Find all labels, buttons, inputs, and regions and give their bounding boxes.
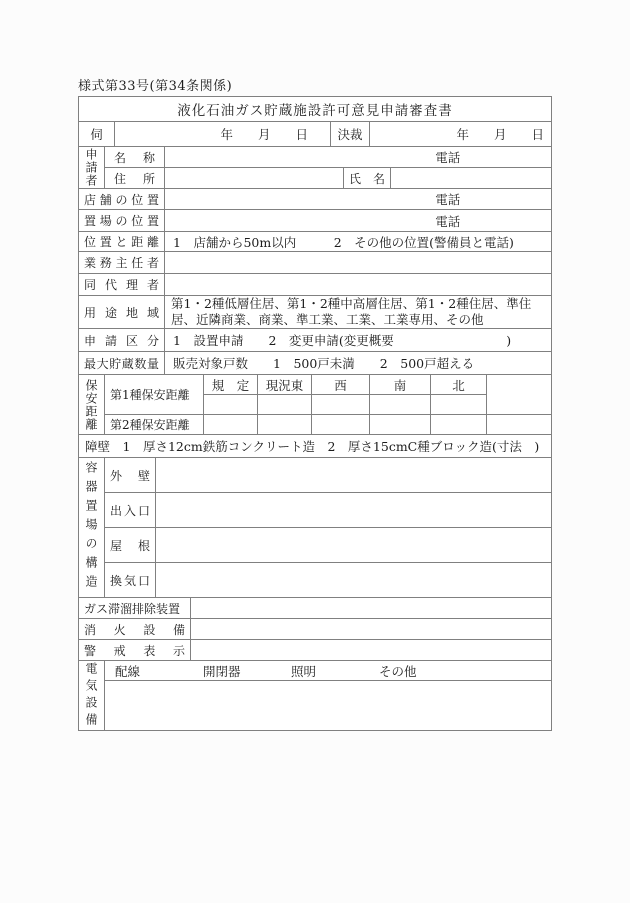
barrier-options: 障壁 1 厚さ12cm鉄筋コンクリート造 2 厚さ15cmC種ブロック造(寸法 ) [79, 435, 551, 457]
store-location-label [79, 189, 164, 209]
safety-type1-extra-field [487, 375, 551, 414]
safety-type1-kitei-field [204, 395, 257, 414]
form-title: 液化石油ガス貯蔵施設許可意見申請審査書 [79, 97, 551, 121]
safety-type2-west-field [312, 415, 369, 434]
safety-header-genkyo-east: 現況東 [258, 375, 311, 394]
electric-header-other: その他 [379, 663, 417, 679]
kessai-date-field: 年 月 日 [370, 122, 551, 146]
form-table [78, 96, 552, 731]
outer-wall-field [156, 458, 551, 492]
safety-type1-label: 第1種保安距離 [105, 375, 203, 414]
deputy-label-text: 同代理者 [84, 278, 159, 292]
safety-type1-east-field [258, 395, 311, 414]
safety-type2-south-field [370, 415, 430, 434]
doorway-field [156, 493, 551, 527]
zoning-options: 第1・2種低層住居、第1・2種中高層住居、第1・2種住居、準住居、近隣商業、商業、準工業、工業、工業専用、その他 [165, 296, 551, 328]
safety-type2-label: 第2種保安距離 [105, 415, 203, 434]
applicant-phone-label: 電話 [435, 150, 461, 165]
electric-header-row [105, 661, 551, 680]
outer-wall-label [105, 458, 155, 492]
electric-header-lighting: 照明 [291, 663, 317, 679]
applicant-name-field [165, 147, 551, 167]
yard-location-label [79, 210, 164, 231]
max-storage-options: 販売対象戸数 1 500戸未満 2 500戸超える [165, 352, 551, 374]
application-type-label [79, 329, 164, 351]
fire-equipment-label [79, 619, 190, 639]
applicant-address-label [105, 168, 164, 188]
applicant-person-label [344, 168, 390, 188]
form-number: 様式第33号(第34条関係) [78, 79, 233, 94]
applicant-name-label [105, 147, 164, 167]
applicant-address-field [165, 168, 343, 188]
gas-removal-label: ガス滞溜排除装置 [79, 598, 190, 618]
ukagai-label: 伺 [79, 122, 114, 146]
max-storage-label-text: 最大貯蔵数量 [84, 356, 159, 371]
container-yard-group-label: 容器置場の構造 [79, 458, 104, 597]
outer-wall-label-text: 外壁 [110, 468, 150, 483]
applicant-person-field [391, 168, 551, 188]
safety-header-south: 南 [370, 375, 430, 394]
safety-distance-group-label: 保安距離 [79, 375, 104, 434]
vent-label [105, 563, 155, 597]
safety-type2-kitei-field [204, 415, 257, 434]
application-type-label-text: 申請区分 [84, 333, 159, 348]
roof-field [156, 528, 551, 562]
gas-removal-field [191, 598, 551, 618]
kessai-label: 決裁 [331, 122, 369, 146]
yard-location-field [165, 210, 551, 231]
doorway-label-text: 出入口 [110, 503, 150, 518]
applicant-group-label: 申請者 [79, 147, 104, 188]
warning-sign-label [79, 640, 190, 660]
position-distance-options: 1 店舗から50m以内 2 その他の位置(警備員と電話) [165, 232, 551, 251]
safety-header-kitei: 規 定 [204, 375, 257, 394]
safety-header-north: 北 [431, 375, 486, 394]
application-type-options: 1 設置申請 2 変更申請(変更概要 ) [165, 329, 551, 351]
electric-header-wiring: 配線 [115, 663, 141, 679]
applicant-address-label-text: 住所 [114, 171, 155, 186]
deputy-field [165, 274, 551, 295]
yard-location-label-text: 置場の位置 [84, 214, 159, 228]
electric-group-label: 電気設備 [79, 661, 104, 730]
store-location-field [165, 189, 551, 209]
store-location-label-text: 店舗の位置 [84, 192, 159, 207]
position-distance-label-text: 位置と距離 [84, 235, 159, 249]
supervisor-label [79, 252, 164, 273]
safety-header-west: 西 [312, 375, 369, 394]
supervisor-field [165, 252, 551, 273]
roof-label-text: 屋根 [110, 538, 150, 553]
yard-location-phone-label: 電話 [435, 213, 461, 229]
roof-label [105, 528, 155, 562]
supervisor-label-text: 業務主任者 [84, 256, 159, 270]
safety-type2-north-field [431, 415, 486, 434]
safety-type1-west-field [312, 395, 369, 414]
vent-label-text: 換気口 [110, 573, 150, 588]
doorway-label [105, 493, 155, 527]
fire-equipment-label-text: 消火設備 [84, 622, 185, 637]
warning-sign-field [191, 640, 551, 660]
applicant-person-label-text: 氏名 [349, 171, 385, 186]
position-distance-label [79, 232, 164, 251]
safety-type1-south-field [370, 395, 430, 414]
electric-header-switch: 開閉器 [203, 663, 241, 679]
deputy-label [79, 274, 164, 295]
ukagai-date-field: 年 月 日 [115, 122, 330, 146]
vent-field [156, 563, 551, 597]
applicant-name-label-text: 名称 [114, 150, 155, 165]
safety-type1-north-field [431, 395, 486, 414]
fire-equipment-field [191, 619, 551, 639]
zoning-label-text: 用途地域 [84, 305, 159, 320]
zoning-label [79, 296, 164, 328]
store-location-phone-label: 電話 [435, 192, 461, 207]
warning-sign-label-text: 警戒表示 [84, 643, 185, 658]
safety-type2-east-field [258, 415, 311, 434]
safety-type2-extra-field [487, 415, 551, 434]
max-storage-label [79, 352, 164, 374]
electric-detail-field [105, 681, 551, 730]
